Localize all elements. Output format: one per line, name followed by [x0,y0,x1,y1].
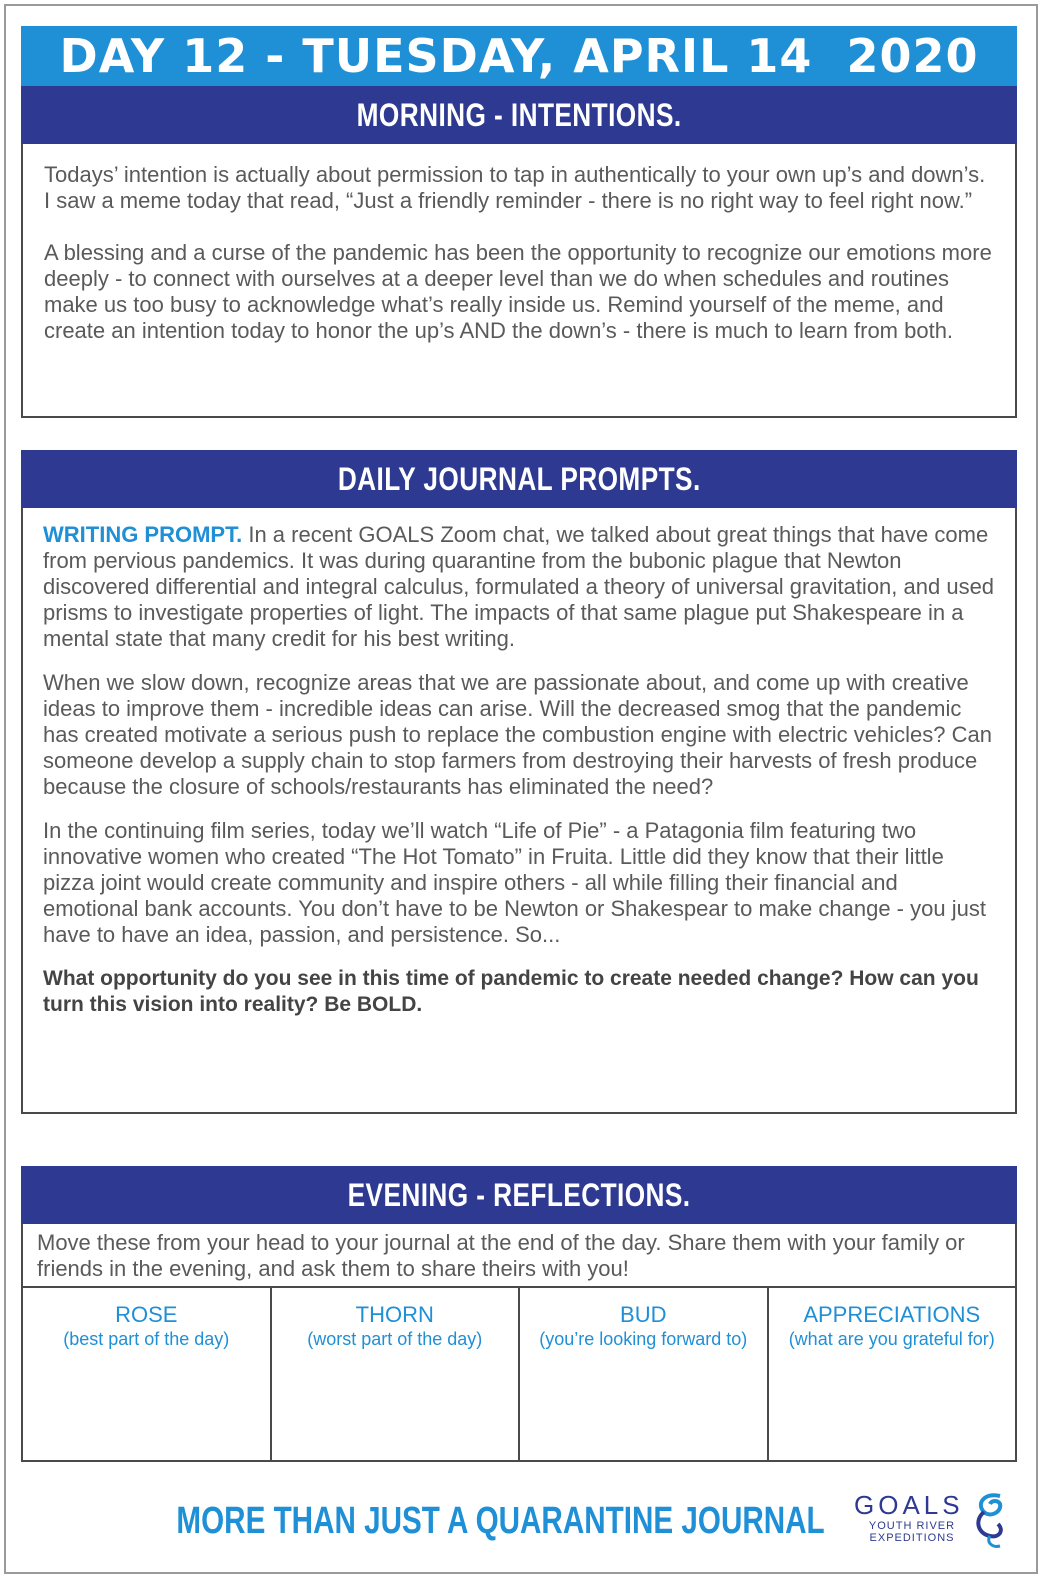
bud-subtitle: (you’re looking forward to) [539,1329,748,1349]
bud-title: BUD [620,1302,667,1327]
logo-wordmark: GOALS [854,1490,964,1520]
footer-tagline-text: MORE THAN JUST A QUARANTINE JOURNAL [176,1499,826,1542]
thorn-column [272,1288,521,1460]
appreciations-subtitle: (what are you grateful for) [788,1329,995,1349]
logo-subtitle [864,1520,960,1544]
footer-tagline [176,1496,826,1546]
rose-title: ROSE [115,1302,178,1327]
morning-intentions-box [21,144,1017,418]
reflection-grid [21,1286,1017,1462]
morning-paragraph-1: Todays’ intention is actually about permission to tap in authentically to your own up’s and down’s. I saw a meme today that read, “Just a friendly reminder - there is no right way to feel right now.” [44,162,986,213]
appreciations-title: APPRECIATIONS [803,1302,981,1327]
journal-paragraph-2: When we slow down, recognize areas that we are passionate about, and come up with creative ideas to improve them - incredible ideas can arise. Will the decreased smog that the pandemic has created motivate a serious push to replace the combustion engine with electric vehicles? Can someone develop a supply chain to stop farmers from destroying their harvests of fresh produce because the closure of schools/restaurants has eliminated the need? [43,670,992,799]
evening-intro: Move these from your head to your journal at the end of the day. Share them with your family or friends in the evening, and ask them to share theirs with you! [21,1224,1017,1286]
goals-logo [852,1490,1022,1552]
morning-heading [21,86,1017,144]
thorn-title: THORN [355,1302,434,1327]
journal-heading [21,450,1017,508]
morning-paragraph-2: A blessing and a curse of the pandemic has been the opportunity to recognize our emotions more deeply - to connect with ourselves at a deeper level than we do when schedules and routines make us too busy to acknowledge what’s really inside us. Remind yourself of the meme, and create an intention today to honor the up’s AND the down’s - there is much to learn from both. [44,240,992,343]
journal-paragraph-3: In the continuing film series, today we’ll watch “Life of Pie” - a Patagonia film featuring two innovative women who created “The Hot Tomato” in Fruita. Little did they know that their little pizza joint would create community and inspire others - all while filling their financial and emotional bank accounts. You don’t have to be Newton or Shakespear to make change - you just have to have an idea, passion, and persistence. So... [43,818,986,947]
logo-subtitle-line-2: EXPEDITIONS [869,1532,955,1544]
journal-heading-text: DAILY JOURNAL PROMPTS. [337,460,701,497]
closing-question: What opportunity do you see in this time of pandemic to create needed change? How can you turn this vision into reality? Be BOLD. [43,967,979,1016]
logo-subtitle-line-1: YOUTH RIVER [868,1520,956,1532]
thorn-subtitle: (worst part of the day) [307,1329,483,1349]
writing-prompt-label: WRITING PROMPT. [43,522,243,547]
rose-column [23,1288,272,1460]
rose-subtitle: (best part of the day) [63,1329,230,1349]
morning-heading-text: MORNING - INTENTIONS. [356,96,682,133]
journal-prompts-box [21,508,1017,1114]
evening-heading [21,1166,1017,1224]
evening-heading-text: EVENING - REFLECTIONS. [347,1176,691,1213]
appreciations-column [769,1288,1016,1460]
writing-prompt-paragraph [43,522,995,652]
page-title: DAY 12 - TUESDAY, APRIL 14 2020 [21,26,1017,86]
writing-prompt-text: In a recent GOALS Zoom chat, we talked about great things that have come from pervious pandemics. It was during quarantine from the bubonic plague that Newton discovered differential and integral calculus, formulated a theory of universal gravitation, and used prisms to investigate properties of light. The impacts of that same plague put Shakespeare in a mental state that many credit for his best writing. [43,522,995,651]
bud-column [520,1288,769,1460]
river-swirl-icon [970,1490,1014,1550]
